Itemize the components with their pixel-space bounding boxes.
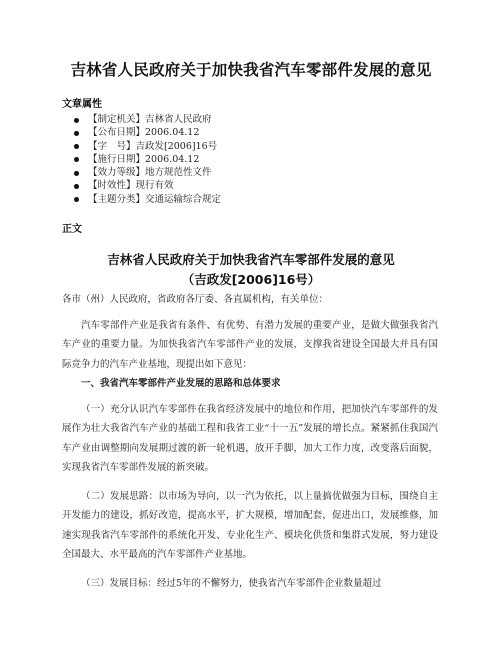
section-title: 一、我省汽车零部件产业发展的思路和总体要求 — [81, 378, 281, 389]
attribute-text: 【施行日期】2006.04.12 — [88, 153, 200, 165]
body-title: 吉林省人民政府关于加快我省汽车零部件发展的意见 — [107, 252, 395, 267]
bullet-icon — [74, 118, 79, 123]
document-title: 吉林省人民政府关于加快我省汽车零部件发展的意见 — [70, 61, 432, 79]
bullet-icon — [74, 197, 79, 202]
attribute-item — [88, 113, 221, 126]
attributes-heading: 文章属性 — [62, 99, 102, 110]
item-paragraph: （二）发展思路：以市场为导向，以一汽为依托，以上量搞优做强为目标，围绕自主开发能力的建设，抓好改造，提高水平，扩大规模，增加配套，促进出口，发展维修，加速实现我省汽车零部件的系统化开发、专业化生产、模块化供货和集群式发展，努力建设全国最大、水平最高的汽车零部件产业基地。 — [62, 491, 438, 560]
attribute-item — [88, 140, 221, 153]
item-paragraph: （一）充分认识汽车零部件在我省经济发展中的地位和作用，把加快汽车零部件的发展作为壮大我省汽车产业的基础工程和我省工业“十一五”发展的增长点。紧紧抓住我国汽车产业由调整期向发展期过渡的新一轮机遇，放开手脚，加大工作力度，改变落后面貌，实现我省汽车零部件发展的新突破。 — [62, 404, 438, 473]
attribute-text: 【字 号】吉政发[2006]16号 — [88, 140, 218, 152]
attribute-item — [88, 166, 221, 179]
salutation: 各市（州）人民政府，省政府各厅委、各直属机构，有关单位： — [62, 294, 329, 305]
attribute-text: 【效力等级】地方规范性文件 — [88, 167, 212, 179]
bullet-icon — [74, 171, 79, 176]
attribute-text: 【主题分类】交通运输综合规定 — [88, 193, 222, 205]
section-heading — [62, 374, 438, 393]
intro-paragraph: 汽车零部件产业是我省有条件、有优势、有潜力发展的重要产业，是做大做强我省汽车产业的重要力量。为加快我省汽车零部件产业的发展，支撑我省建设全国最大并具有国际竞争力的汽车产业基地，现提出如下意见： — [62, 320, 438, 370]
bullet-icon — [74, 131, 79, 136]
attribute-text: 【公布日期】2006.04.12 — [88, 127, 200, 139]
attribute-text: 【制定机关】吉林省人民政府 — [88, 114, 212, 125]
body-doc-number: （吉政发[2006]16号） — [181, 272, 321, 287]
bullet-icon — [74, 144, 79, 149]
bullet-icon — [74, 157, 79, 162]
bullet-icon — [74, 184, 79, 189]
attribute-item — [88, 179, 221, 192]
attribute-item — [88, 126, 221, 139]
attribute-item — [88, 193, 221, 206]
attribute-item — [88, 153, 221, 166]
body-heading: 正文 — [62, 224, 82, 235]
item-paragraph: （三）发展目标：经过5年的不懈努力，使我省汽车零部件企业数量超过 — [81, 578, 382, 589]
attributes-list — [88, 113, 221, 206]
attribute-text: 【时效性】现行有效 — [88, 180, 174, 192]
